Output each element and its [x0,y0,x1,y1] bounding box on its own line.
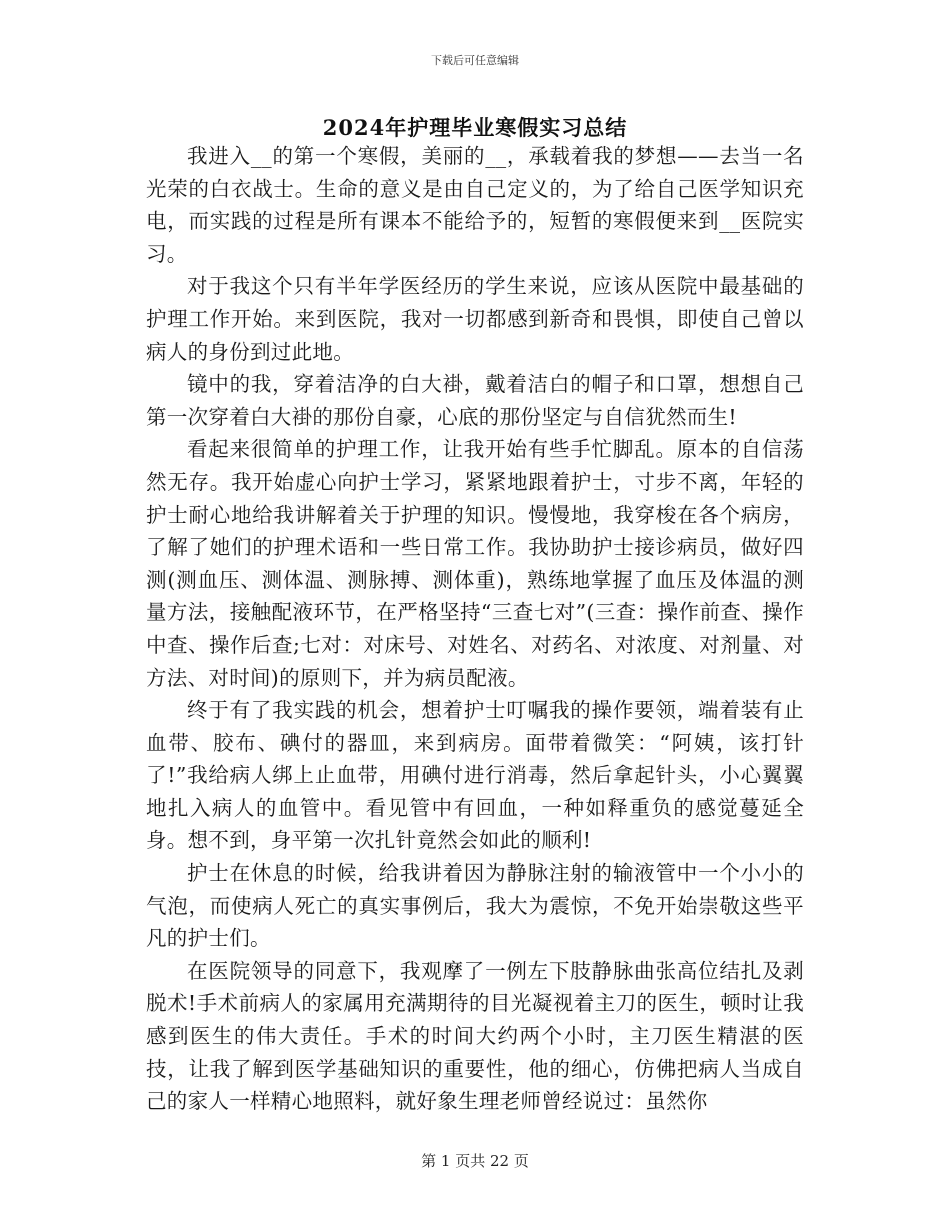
paragraph-6: 护士在休息的时候，给我讲着因为静脉注射的输液管中一个小小的气泡，而使病人死亡的真实事例后，我大为震惊，不免开始崇敬这些平凡的护士们。 [146,861,804,951]
paragraph-2: 对于我这个只有半年学医经历的学生来说，应该从医院中最基础的护理工作开始。来到医院，我对一切都感到新奇和畏惧，即使自己曾以病人的身份到过此地。 [146,274,804,364]
document-title: 2024年护理毕业寒假实习总结 [322,115,628,140]
document-body [146,140,804,1118]
page-header-note: 下载后可任意编辑 [431,54,519,67]
paragraph-5: 终于有了我实践的机会，想着护士叮嘱我的操作要领，端着装有止血带、胶布、碘付的器皿，来到病房。面带着微笑：“阿姨，该打针了!”我给病人绑上止血带，用碘付进行消毒，然后拿起针头，小心翼翼地扎入病人的血管中。看见管中有回血，一种如释重负的感觉蔓延全身。想不到，身平第一次扎针竟然会如此的顺利! [146,698,804,853]
paragraph-7: 在医院领导的同意下，我观摩了一例左下肢静脉曲张高位结扎及剥脱术!手术前病人的家属用充满期待的目光凝视着主刀的医生，顿时让我感到医生的伟大责任。手术的时间大约两个小时，主刀医生精湛的医技，让我了解到医学基础知识的重要性，他的细心，仿佛把病人当成自己的家人一样精心地照料，就好象生理老师曾经说过：虽然你 [146,958,804,1114]
page-number: 第 1 页共 22 页 [421,1152,529,1170]
paragraph-1: 我进入__的第一个寒假，美丽的__，承载着我的梦想——去当一名光荣的白衣战士。生命的意义是由自己定义的，为了给自己医学知识充电，而实践的过程是所有课本不能给予的，短暂的寒假便来到__医院实习。 [146,144,804,266]
paragraph-4: 看起来很简单的护理工作，让我开始有些手忙脚乱。原本的自信荡然无存。我开始虚心向护士学习，紧紧地跟着护士，寸步不离，年轻的护士耐心地给我讲解着关于护理的知识。慢慢地，我穿梭在各个病房，了解了她们的护理术语和一些日常工作。我协助护士接诊病员，做好四测(测血压、测体温、测脉搏、测体重)，熟练地掌握了血压及体温的测量方法，接触配液环节，在严格坚持“三查七对”(三查：操作前查、操作中查、操作后查;七对：对床号、对姓名、对药名、对浓度、对剂量、对方法、对时间)的原则下，并为病员配液。 [146,437,804,690]
paragraph-3: 镜中的我，穿着洁净的白大褂，戴着洁白的帽子和口罩，想想自己第一次穿着白大褂的那份自豪，心底的那份坚定与自信犹然而生! [146,372,804,429]
